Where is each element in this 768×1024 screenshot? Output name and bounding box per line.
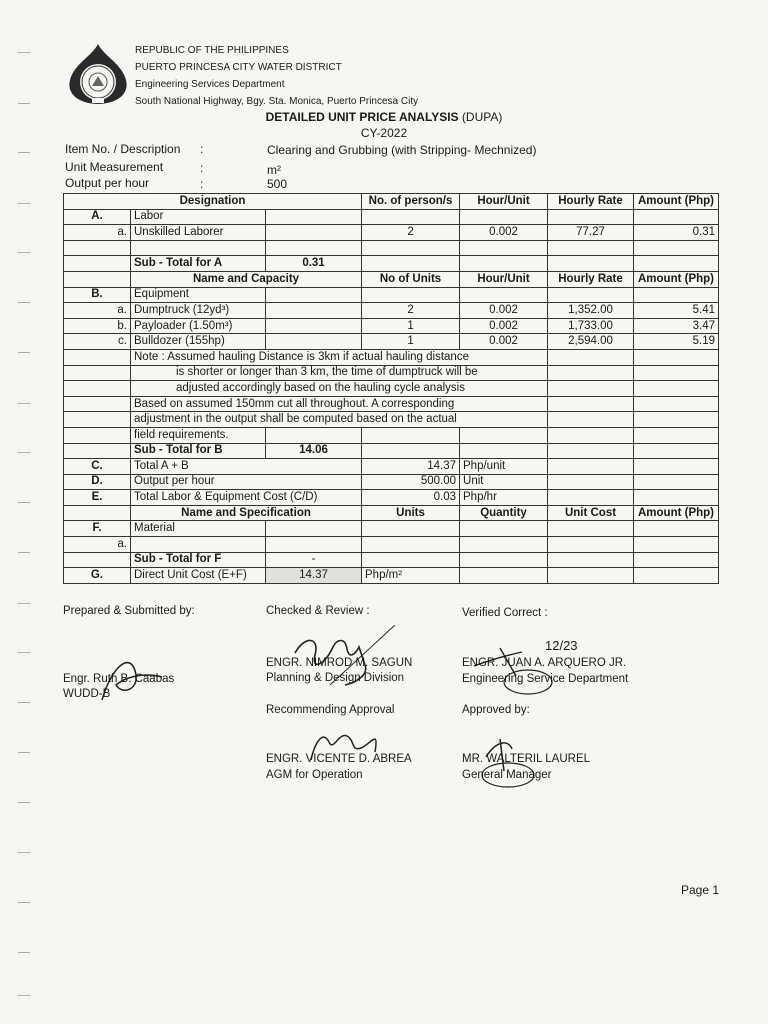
section-code: B. xyxy=(64,287,131,303)
item-code: b. xyxy=(64,318,131,334)
note-line: is shorter or longer than 3 km, the time of dumptruck will be xyxy=(131,365,548,381)
header-line: South National Highway, Bgy. Sta. Monica, Puerto Princesa City xyxy=(135,96,419,107)
note-row xyxy=(64,396,719,412)
col-header: Name and Specification xyxy=(131,505,362,521)
table-row xyxy=(64,537,719,553)
item-rate: 1,733.00 xyxy=(548,318,634,334)
note-row xyxy=(64,349,719,365)
table-row xyxy=(64,334,719,350)
col-header: Units xyxy=(362,505,460,521)
verifier-date: 12/23 xyxy=(545,638,578,653)
header-line: REPUBLIC OF THE PHILIPPINES xyxy=(135,45,289,56)
col-header: Hourly Rate xyxy=(548,194,634,210)
total-row xyxy=(64,459,719,475)
total-code: E. xyxy=(64,490,131,506)
total-row xyxy=(64,490,719,506)
document-title-main: DETAILED UNIT PRICE ANALYSIS xyxy=(265,110,459,124)
subtotal-label: Sub - Total for A xyxy=(131,256,266,272)
checker-title: Planning & Design Division xyxy=(266,672,405,684)
item-code: a. xyxy=(64,225,131,241)
note-row xyxy=(64,412,719,428)
total-unit: Php/m² xyxy=(362,568,460,584)
subtotal-value: 14.06 xyxy=(266,443,362,459)
subtotal-row xyxy=(64,256,719,272)
section-row xyxy=(64,521,719,537)
meta-value: Clearing and Grubbing (with Stripping- Mechnized) xyxy=(267,143,537,157)
note-line: adjusted accordingly based on the hauling cycle analysis xyxy=(131,381,548,397)
total-code: D. xyxy=(64,474,131,490)
meta-colon: : xyxy=(200,161,204,175)
item-hour-unit: 0.002 xyxy=(460,303,548,319)
col-header: Amount (Php) xyxy=(634,194,719,210)
note-line: Note : Assumed hauling Distance is 3km if actual hauling distance xyxy=(131,349,548,365)
total-code: C. xyxy=(64,459,131,475)
district-logo xyxy=(62,42,134,106)
item-qty: 1 xyxy=(362,334,460,350)
header-line: PUERTO PRINCESA CITY WATER DISTRICT xyxy=(135,62,342,73)
checked-label: Checked & Review : xyxy=(266,605,370,617)
checker-name: ENGR. NIMROD M. SAGUN xyxy=(266,657,413,669)
item-code: a. xyxy=(64,303,131,319)
total-value: 14.37 xyxy=(266,568,362,584)
total-label: Total Labor & Equipment Cost (C/D) xyxy=(131,490,362,506)
total-label: Output per hour xyxy=(131,474,362,490)
col-header: Unit Cost xyxy=(548,505,634,521)
item-qty: 2 xyxy=(362,225,460,241)
total-label: Total A + B xyxy=(131,459,362,475)
item-name: Dumptruck (12yd³) xyxy=(131,303,266,319)
total-code: G. xyxy=(64,568,131,584)
item-rate: 1,352.00 xyxy=(548,303,634,319)
col-header: No. of person/s xyxy=(362,194,460,210)
note-line: field requirements. xyxy=(131,427,266,443)
meta-value: m² xyxy=(267,163,281,177)
item-hour-unit: 0.002 xyxy=(460,334,548,350)
section-code: F. xyxy=(64,521,131,537)
item-amount: 3.47 xyxy=(634,318,719,334)
item-code: c. xyxy=(64,334,131,350)
preparer-name: Engr. Ruth B. Caabas xyxy=(63,673,175,685)
recommending-label: Recommending Approval xyxy=(266,704,395,716)
item-name: Bulldozer (155hp) xyxy=(131,334,266,350)
approver-name: MR. WALTERIL LAUREL xyxy=(462,753,591,765)
preparer-title: WUDD-B xyxy=(63,688,111,700)
col-header: Name and Capacity xyxy=(131,271,362,287)
item-qty: 2 xyxy=(362,303,460,319)
item-hour-unit: 0.002 xyxy=(460,225,548,241)
item-rate: 2,594.00 xyxy=(548,334,634,350)
total-unit: Php/unit xyxy=(460,459,548,475)
subtotal-value: 0.31 xyxy=(266,256,362,272)
item-rate: 77.27 xyxy=(548,225,634,241)
note-row xyxy=(64,365,719,381)
item-amount: 5.41 xyxy=(634,303,719,319)
col-header: Amount (Php) xyxy=(634,505,719,521)
subtotal-row xyxy=(64,443,719,459)
meta-colon: : xyxy=(200,177,204,191)
dupa-table xyxy=(63,193,719,584)
col-header: Hour/Unit xyxy=(460,194,548,210)
section-code: A. xyxy=(64,209,131,225)
document-title-suffix: (DUPA) xyxy=(461,110,503,124)
prepared-label: Prepared & Submitted by: xyxy=(63,605,195,617)
document-title xyxy=(0,110,768,124)
total-label: Direct Unit Cost (E+F) xyxy=(131,568,266,584)
labor-header-row xyxy=(64,194,719,210)
section-label: Material xyxy=(131,521,266,537)
section-label: Equipment xyxy=(131,287,266,303)
approver-title: General Manager xyxy=(462,769,552,781)
total-value: 0.03 xyxy=(362,490,460,506)
note-line: Based on assumed 150mm cut all throughout. A corresponding xyxy=(131,396,548,412)
material-header-row xyxy=(64,505,719,521)
subtotal-row xyxy=(64,552,719,568)
recommender-title: AGM for Operation xyxy=(266,769,363,781)
item-name: Unskilled Laborer xyxy=(131,225,266,241)
equipment-header-row xyxy=(64,271,719,287)
verified-label: Verified Correct : xyxy=(462,607,548,619)
subtotal-label: Sub - Total for B xyxy=(131,443,266,459)
section-row xyxy=(64,287,719,303)
section-label: Labor xyxy=(131,209,266,225)
note-line: adjustment in the output shall be computed based on the actual xyxy=(131,412,548,428)
item-name: Payloader (1.50m³) xyxy=(131,318,266,334)
header-line: Engineering Services Department xyxy=(135,79,285,90)
meta-label: Unit Measurement xyxy=(65,160,164,174)
table-row xyxy=(64,318,719,334)
item-code: a. xyxy=(64,537,131,553)
item-hour-unit: 0.002 xyxy=(460,318,548,334)
meta-label: Item No. / Description xyxy=(65,142,181,156)
col-header: Amount (Php) xyxy=(634,271,719,287)
subtotal-label: Sub - Total for F xyxy=(131,552,266,568)
approved-label: Approved by: xyxy=(462,704,530,716)
item-qty: 1 xyxy=(362,318,460,334)
note-row xyxy=(64,381,719,397)
total-unit: Unit xyxy=(460,474,548,490)
direct-cost-row xyxy=(64,568,719,584)
meta-label: Output per hour xyxy=(65,176,150,190)
item-amount: 0.31 xyxy=(634,225,719,241)
item-amount: 5.19 xyxy=(634,334,719,350)
total-value: 500.00 xyxy=(362,474,460,490)
document-year: CY-2022 xyxy=(360,126,408,140)
total-unit: Php/hr xyxy=(460,490,548,506)
recommender-name: ENGR. VICENTE D. ABREA xyxy=(266,753,412,765)
total-value: 14.37 xyxy=(362,459,460,475)
subtotal-value: - xyxy=(266,552,362,568)
verifier-title: Engineering Service Department xyxy=(462,673,629,685)
col-header: Quantity xyxy=(460,505,548,521)
note-row xyxy=(64,427,719,443)
col-header: Hour/Unit xyxy=(460,271,548,287)
col-header: Designation xyxy=(64,194,362,210)
meta-colon: : xyxy=(200,142,204,156)
section-row xyxy=(64,209,719,225)
meta-value: 500 xyxy=(267,177,288,191)
total-row xyxy=(64,474,719,490)
col-header: Hourly Rate xyxy=(548,271,634,287)
table-row xyxy=(64,225,719,241)
col-header: No of Units xyxy=(362,271,460,287)
table-row xyxy=(64,303,719,319)
page-number: Page 1 xyxy=(681,883,720,897)
verifier-name: ENGR. JUAN A. ARQUERO JR. xyxy=(462,657,627,669)
